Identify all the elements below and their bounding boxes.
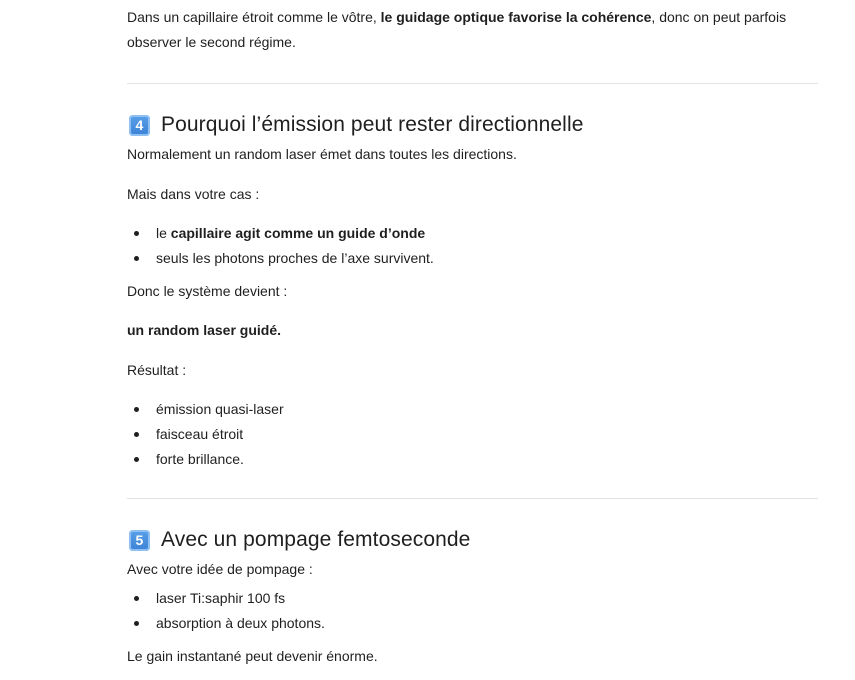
section-4-paragraph-4: un random laser guidé. <box>127 322 282 338</box>
section-5-list <box>127 586 818 636</box>
list-item: seuls les photons proches de l’axe survivent. <box>156 246 818 271</box>
keycap-5-icon: 5 <box>129 530 150 551</box>
section-4-paragraph-3: Donc le système devient : <box>127 283 288 299</box>
section-5-paragraph-1: Avec votre idée de pompage : <box>127 561 313 577</box>
section-5-paragraph-2: Le gain instantané peut devenir énorme. <box>127 648 378 664</box>
chat-message-content <box>127 0 818 669</box>
keycap-4-icon: 4 <box>129 115 150 136</box>
section-divider <box>127 498 818 499</box>
list-item: forte brillance. <box>156 447 818 472</box>
section-5-title: Avec un pompage femtoseconde <box>161 528 471 551</box>
list-item: faisceau étroit <box>156 422 818 447</box>
section-4-paragraph-5: Résultat : <box>127 362 187 378</box>
section-5-heading <box>127 525 818 555</box>
section-4-heading <box>127 110 818 140</box>
list-item-bold: capillaire agit comme un guide d’onde <box>170 225 426 241</box>
intro-text-end: , donc on peut parfois observer le second régime. <box>127 9 787 50</box>
section-4-list-1 <box>127 221 818 271</box>
intro-text-start: Dans un capillaire étroit comme le vôtre, <box>127 9 381 25</box>
list-item: le capillaire agit comme un guide d’onde <box>156 221 818 246</box>
list-item: laser Ti:saphir 100 fs <box>156 586 818 611</box>
list-item: absorption à deux photons. <box>156 611 818 636</box>
section-4-paragraph-2: Mais dans votre cas : <box>127 186 260 202</box>
intro-paragraph <box>127 5 818 55</box>
section-4-title: Pourquoi l’émission peut rester directionnelle <box>161 113 584 136</box>
section-divider <box>127 83 818 84</box>
section-4-list-2 <box>127 397 818 472</box>
list-item: émission quasi-laser <box>156 397 818 422</box>
intro-bold-text: le guidage optique favorise la cohérence <box>380 9 652 25</box>
section-4-paragraph-1: Normalement un random laser émet dans toutes les directions. <box>127 146 517 162</box>
